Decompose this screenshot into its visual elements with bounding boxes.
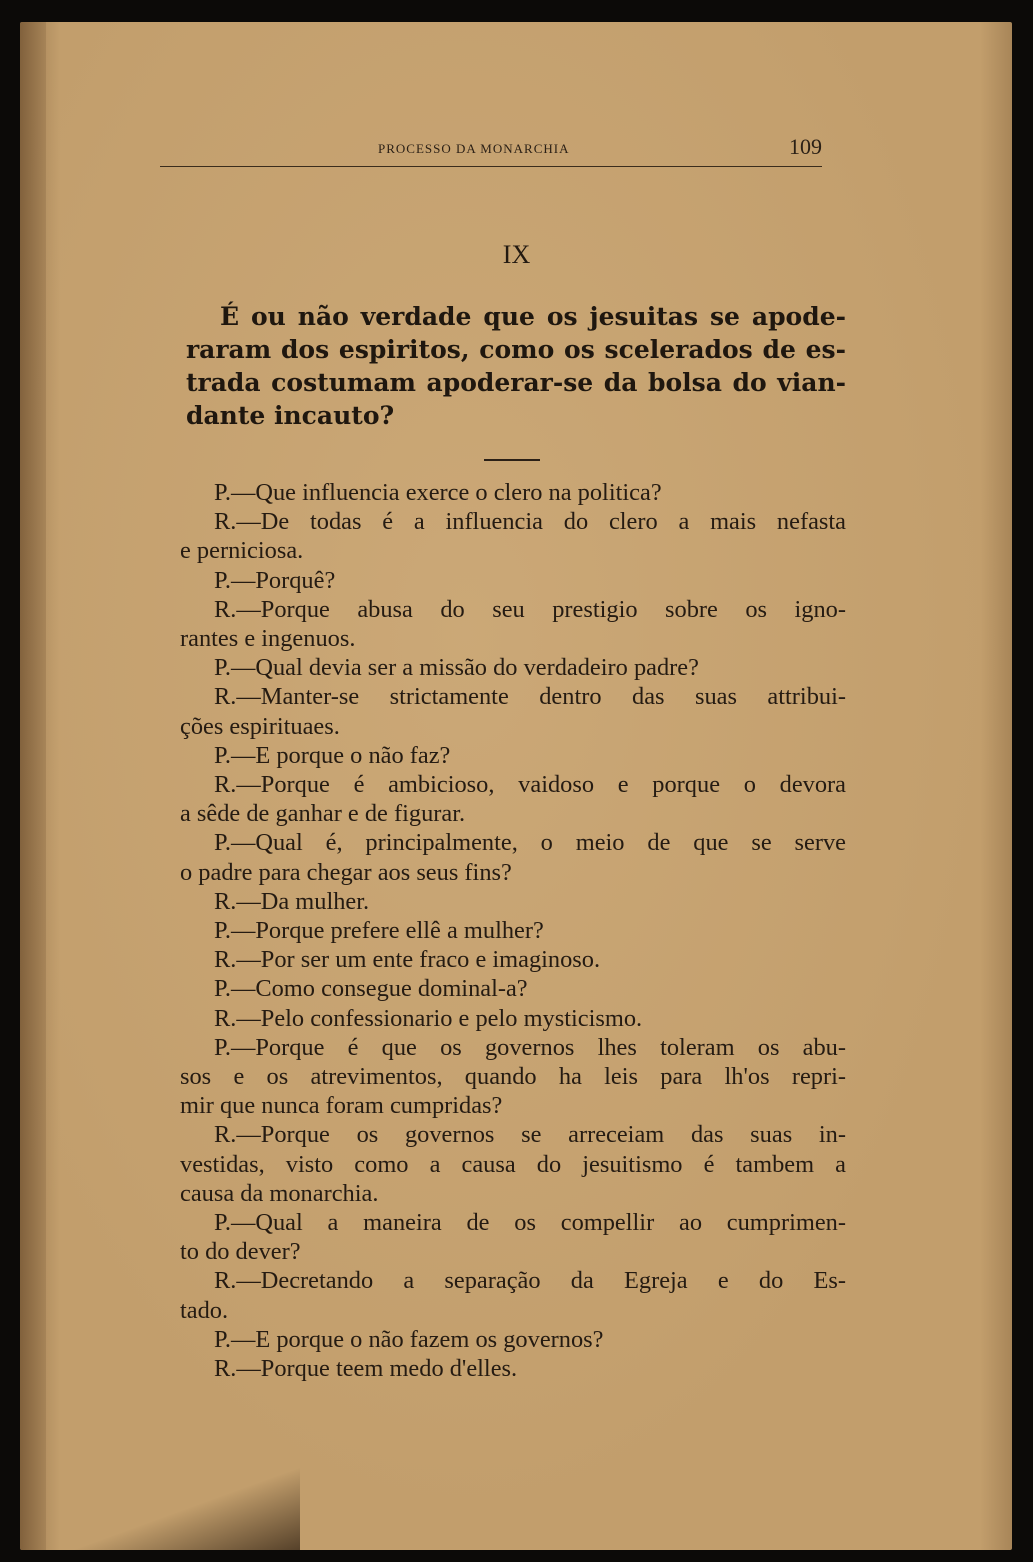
dialogue-line: P.—Qual devia ser a missão do verdadeiro padre? [214, 654, 699, 682]
dialogue-line: o padre para chegar aos seus fins? [180, 858, 512, 886]
dialogue-line: rantes e ingenuos. [180, 625, 356, 653]
running-title: PROCESSO DA MONARCHIA [378, 141, 570, 156]
dialogue-line: P.—Como consegue dominal-a? [214, 975, 528, 1003]
dialogue-line: vestidas, visto como a causa do jesuitismo é tambem a [180, 1150, 846, 1178]
dialogue-line: e perniciosa. [180, 537, 304, 565]
dialogue-line: P.—Que influencia exerce o clero na politica? [214, 479, 662, 506]
dialogue-line: R.—Porque é ambicioso, vaidoso e porque o devora [214, 771, 846, 799]
dialogue-line: P.—Qual é, principalmente, o meio de que se serve [214, 829, 846, 857]
lead-line: dante incauto? [186, 401, 395, 430]
question-answer-text [180, 478, 846, 1383]
dialogue-line: R.—Porque abusa do seu prestigio sobre os igno- [214, 595, 846, 623]
dialogue-line: causa da monarchia. [180, 1179, 379, 1207]
dialogue-line: tado. [180, 1296, 229, 1324]
lead-line: É ou não verdade que os jesuitas se apode- [220, 302, 846, 331]
dialogue-line: mir que nunca foram cumpridas? [180, 1092, 503, 1120]
dialogue-line: P.—E porque o não faz? [214, 741, 451, 769]
lead-line: raram dos espiritos, como os scelerados de es- [186, 335, 846, 364]
dialogue-line: P.—Porquê? [214, 566, 336, 594]
dialogue-line: sos e os atrevimentos, quando ha leis para lh'os repri- [180, 1063, 846, 1091]
dialogue-line: to do dever? [180, 1238, 301, 1266]
dialogue-line: P.—E porque o não fazem os governos? [214, 1325, 604, 1353]
dialogue-line: R.—Da mulher. [214, 887, 370, 915]
page-number: 109 [789, 134, 822, 159]
dialogue-line: ções espirituaes. [180, 712, 340, 740]
section-rule [484, 459, 540, 461]
lead-line: trada costumam apoderar-se da bolsa do vian- [186, 368, 846, 397]
page-corner-shadow [40, 1460, 300, 1550]
dialogue-line: R.—Porque teem medo d'elles. [214, 1355, 518, 1383]
dialogue-line: R.—Por ser um ente fraco e imaginoso. [214, 946, 601, 974]
dialogue-line: P.—Qual a maneira de os compellir ao cumprimen- [214, 1209, 846, 1237]
dialogue-line: R.—Manter-se strictamente dentro das suas attribui- [214, 683, 846, 711]
chapter-heading: IX [502, 240, 531, 269]
dialogue-line: R.—De todas é a influencia do clero a mais nefasta [214, 508, 846, 536]
dialogue-line: R.—Pelo confessionario e pelo mysticismo. [214, 1004, 643, 1032]
dialogue-line: R.—Decretando a separação da Egreja e do Es- [214, 1267, 846, 1295]
dialogue-line: a sêde de ganhar e de figurar. [180, 800, 466, 828]
dialogue-line: P.—Porque é que os governos lhes toleram os abu- [214, 1033, 846, 1061]
running-header [160, 132, 822, 167]
dialogue-line: P.—Porque prefere ellê a mulher? [214, 917, 544, 945]
lead-question [186, 300, 846, 432]
dialogue-line: R.—Porque os governos se arreceiam das suas in- [214, 1121, 846, 1149]
